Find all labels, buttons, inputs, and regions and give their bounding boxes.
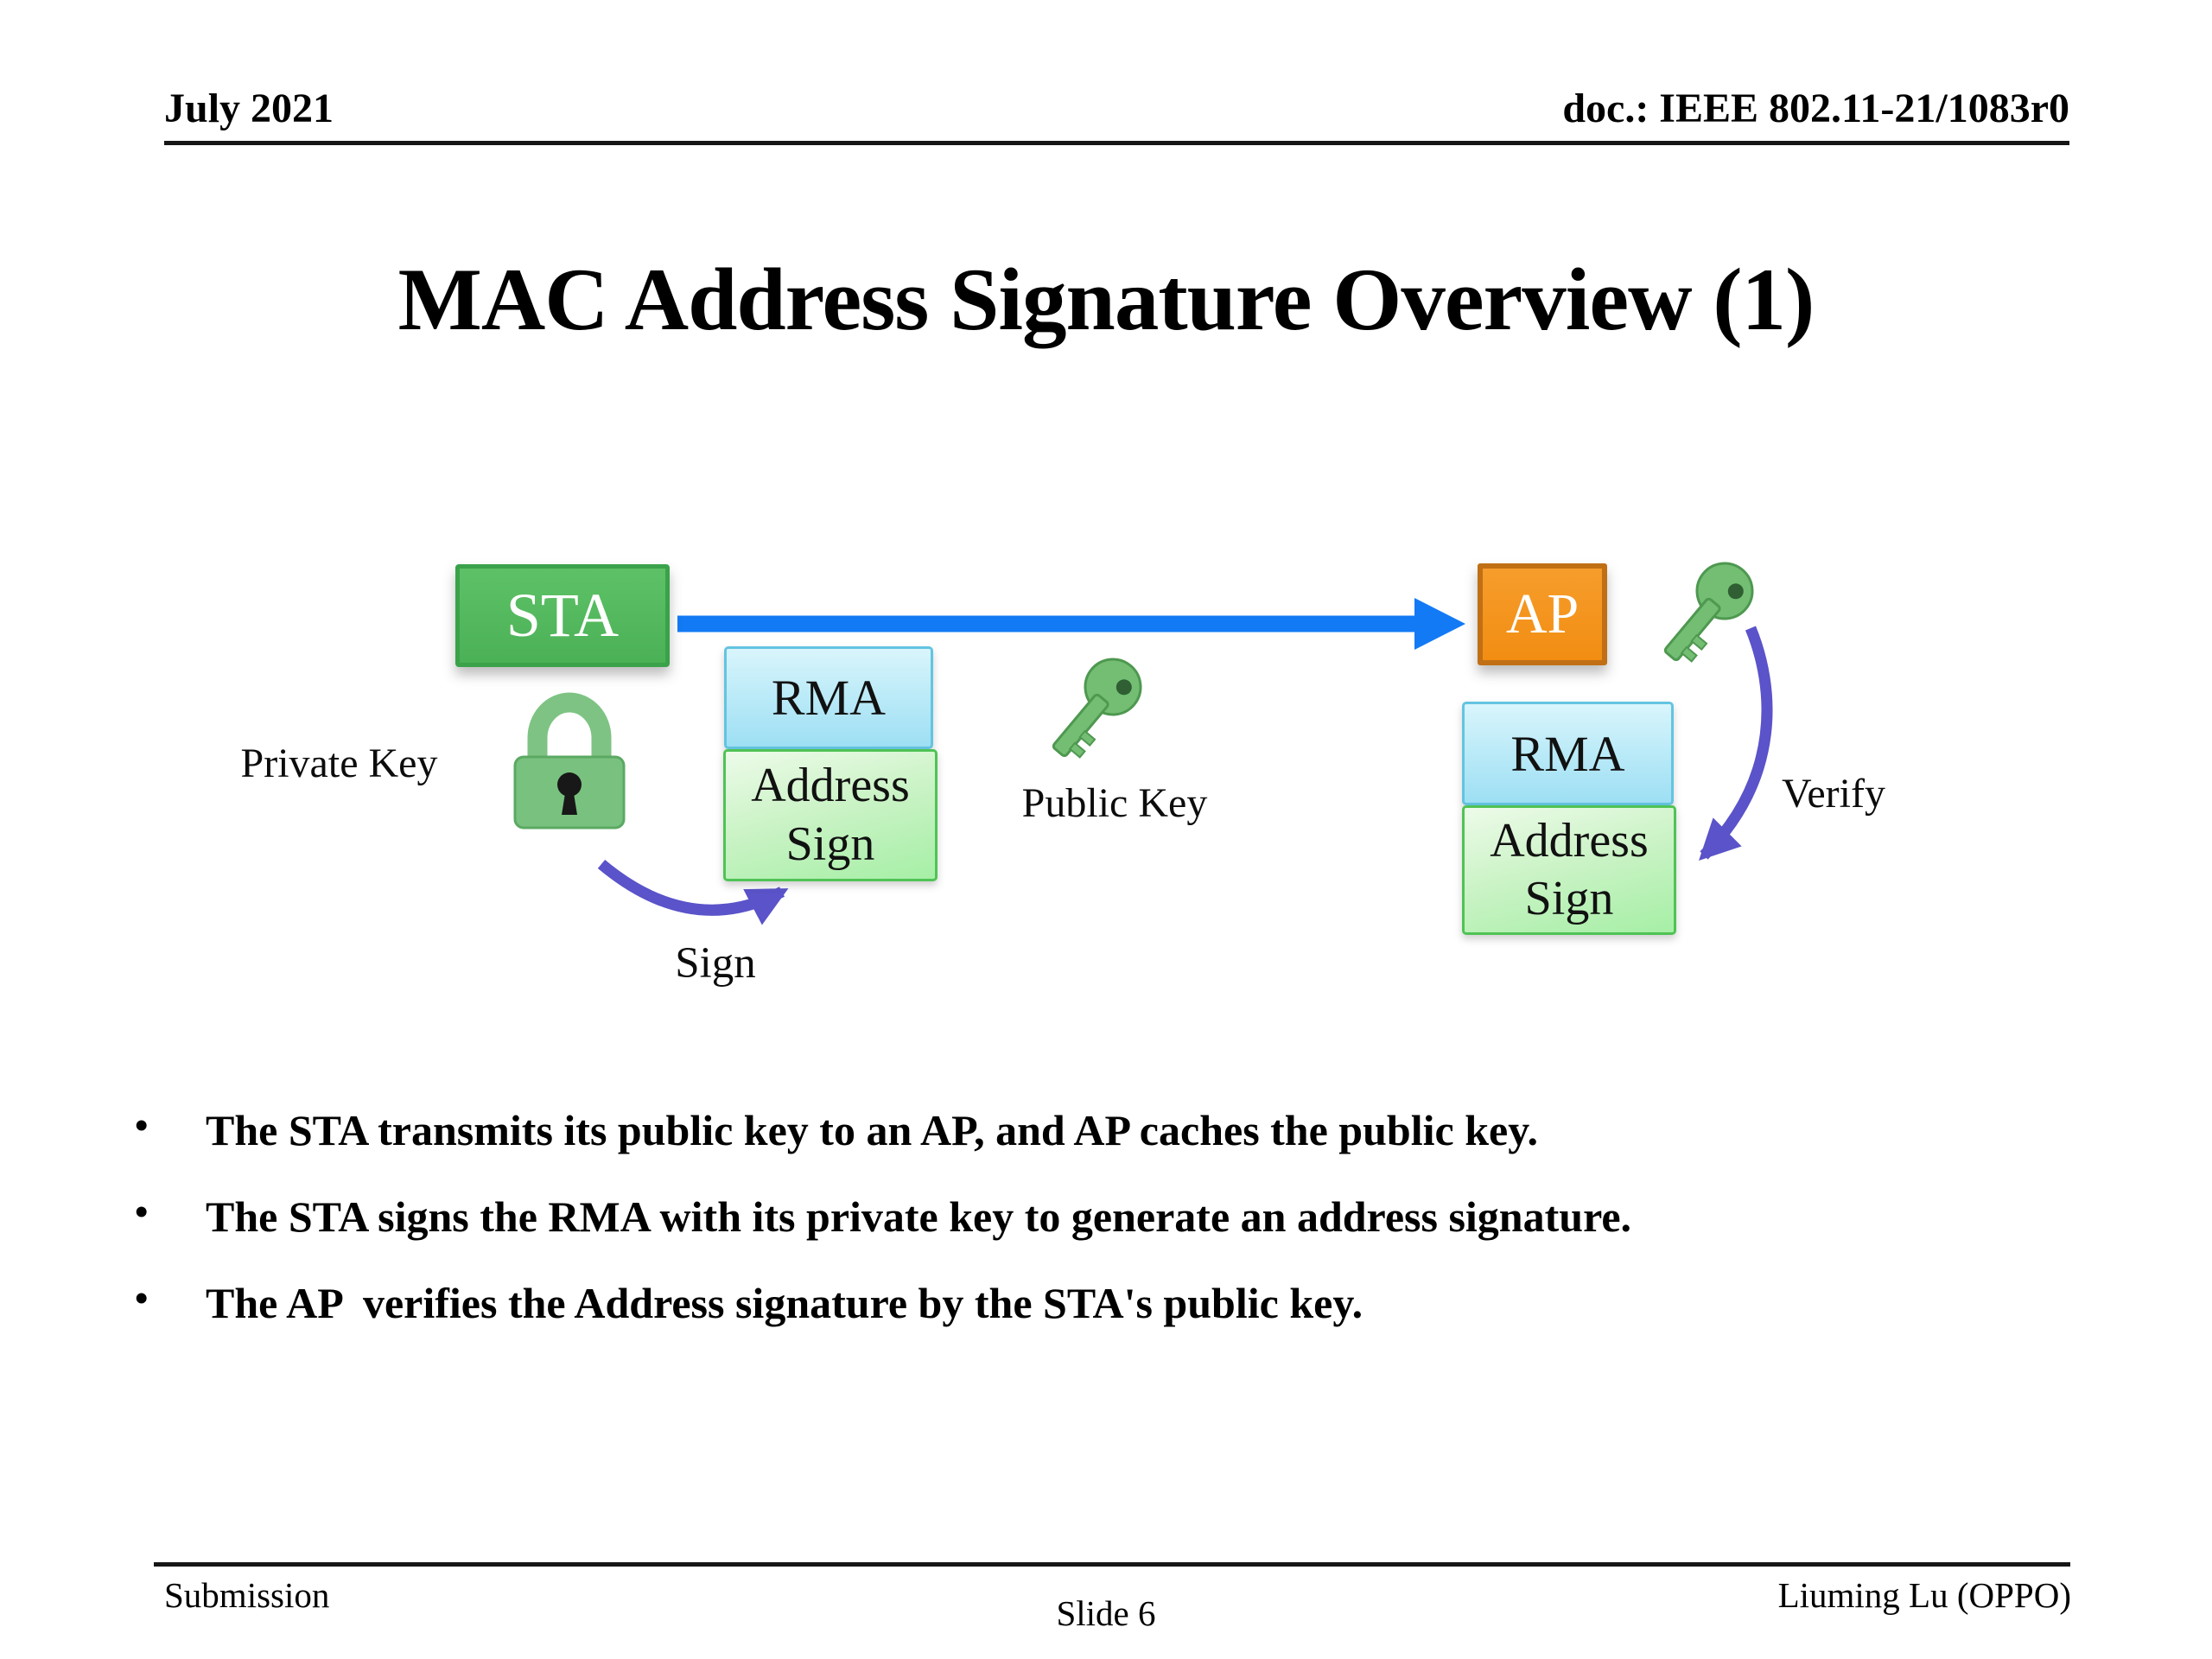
ap-address-sign-box [1462, 805, 1676, 935]
verify-label: Verify [1782, 771, 1885, 817]
header-divider [164, 141, 2069, 145]
ap-address-sign-label: Address Sign [1490, 813, 1649, 925]
footer-slide-number: Slide 6 [1056, 1593, 1156, 1633]
sign-label: Sign [675, 939, 756, 988]
bullet-text: The AP verifies the Address signature by the STA's public key. [206, 1279, 1363, 1327]
private-key-label: Private Key [240, 741, 438, 786]
sta-rma-box [724, 646, 933, 749]
ap-node [1478, 563, 1607, 665]
bullet-text: The STA signs the RMA with its private key to generate an address signature. [206, 1192, 1632, 1241]
footer-author: Liuming Lu (OPPO) [1777, 1575, 2071, 1615]
ap-label: AP [1505, 582, 1580, 645]
header-doc-number: doc.: IEEE 802.11-21/1083r0 [1562, 86, 2069, 131]
verify-arrow [1704, 628, 1767, 855]
bullet-text: The STA transmits its public key to an AP, and AP caches the public key. [206, 1106, 1538, 1154]
footer-submission: Submission [164, 1575, 330, 1615]
sta-node [455, 564, 670, 667]
sta-address-sign-box [723, 749, 938, 881]
sta-label: STA [505, 581, 620, 650]
footer-divider [154, 1562, 2070, 1567]
list-item [130, 1106, 2160, 1154]
bullet-list [130, 1106, 2160, 1365]
sta-address-sign-label: Address Sign [751, 759, 910, 871]
header-date: July 2021 [164, 86, 334, 131]
lock-icon [515, 702, 624, 828]
ap-rma-box [1462, 702, 1674, 805]
transmit-arrow [677, 598, 1465, 650]
ap-key-icon [1649, 552, 1764, 674]
public-key-icon [1037, 648, 1152, 770]
list-item [130, 1279, 2160, 1327]
page-title: MAC Address Signature Overview (1) [397, 251, 1815, 349]
public-key-label: Public Key [1021, 780, 1208, 826]
ap-rma-label: RMA [1510, 725, 1625, 782]
sta-rma-label: RMA [771, 670, 887, 726]
list-item [130, 1192, 2160, 1241]
